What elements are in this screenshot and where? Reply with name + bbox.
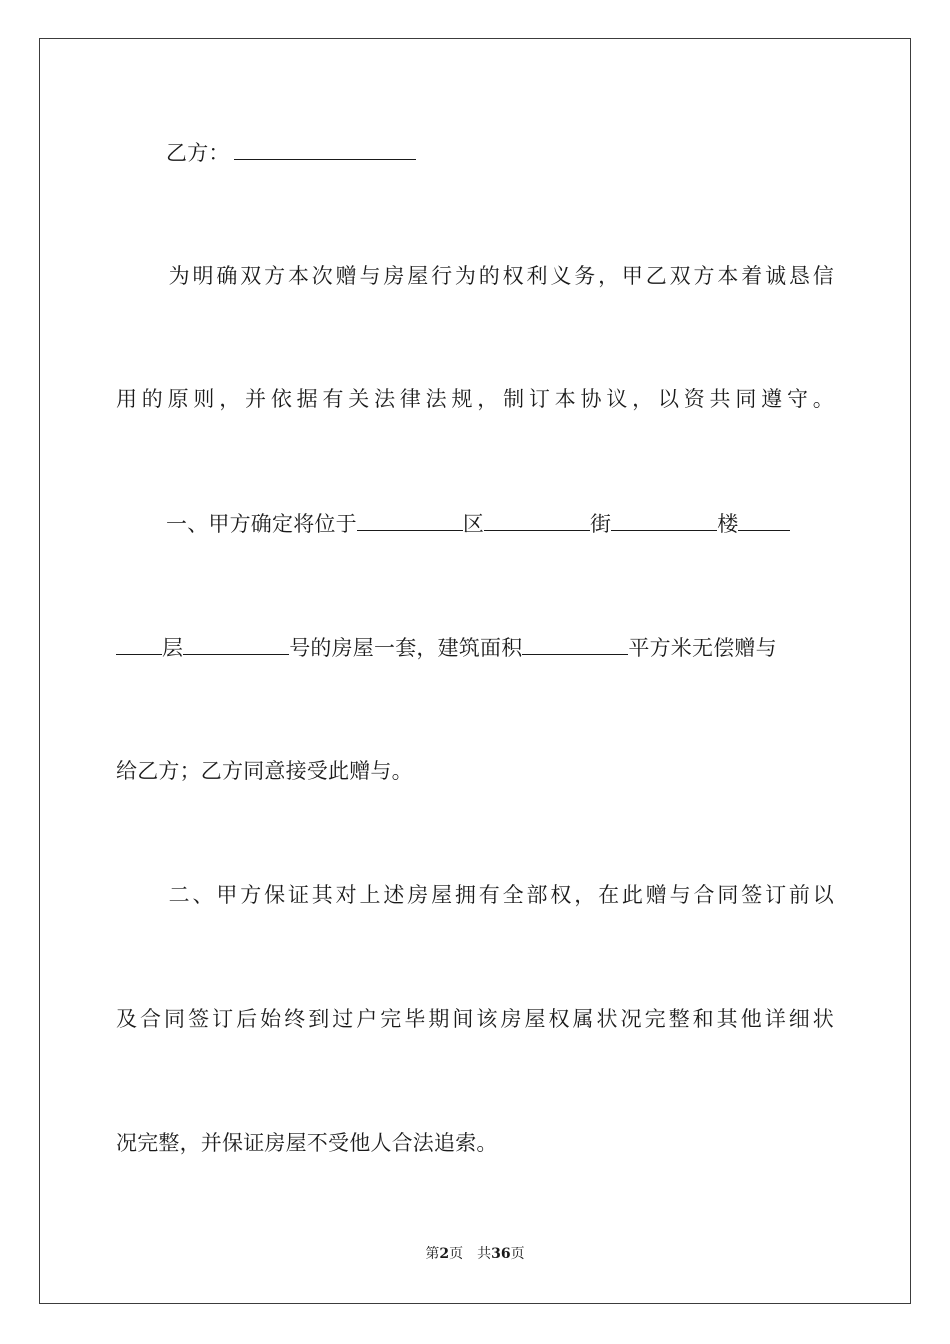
preamble-line-2: 用的原则，并依据有关法律法规，制订本协议，以资共同遵守。: [116, 387, 834, 411]
preamble-line-1: 为明确双方本次赠与房屋行为的权利义务，甲乙双方本着诚恳信: [166, 264, 834, 288]
page-border: [39, 38, 911, 1304]
room-number-blank: [183, 632, 289, 655]
clause-two-line-2: 及合同签订后始终到过户完毕期间该房屋权属状况完整和其他详细状: [116, 1007, 834, 1031]
clause-two-line-3: 况完整，并保证房屋不受他人合法追索。: [116, 1131, 498, 1155]
clause-two-line-1: 二、甲方保证其对上述房屋拥有全部权，在此赠与合同签订前以: [166, 883, 834, 907]
clause-one-line-2: 层 号的房屋一套，建筑面积 平方米无偿赠与: [116, 632, 834, 663]
clause-one-line-3: 给乙方；乙方同意接受此赠与。: [116, 759, 413, 783]
party-b-label: 乙方：: [166, 141, 230, 165]
building-blank: [611, 508, 717, 531]
party-b-blank: [234, 137, 416, 160]
current-page-number: 2: [439, 1246, 450, 1262]
street-blank: [484, 508, 590, 531]
clause-one-line-1: 一、甲方确定将位于 区 街 楼: [116, 508, 834, 539]
total-page-count: 36: [491, 1246, 511, 1262]
floor-blank: [116, 632, 162, 655]
page-footer: 第2页 共36页: [425, 1246, 525, 1262]
party-b-line: [116, 137, 834, 168]
district-blank: [357, 508, 463, 531]
unit-blank: [738, 508, 790, 531]
area-blank: [522, 632, 628, 655]
